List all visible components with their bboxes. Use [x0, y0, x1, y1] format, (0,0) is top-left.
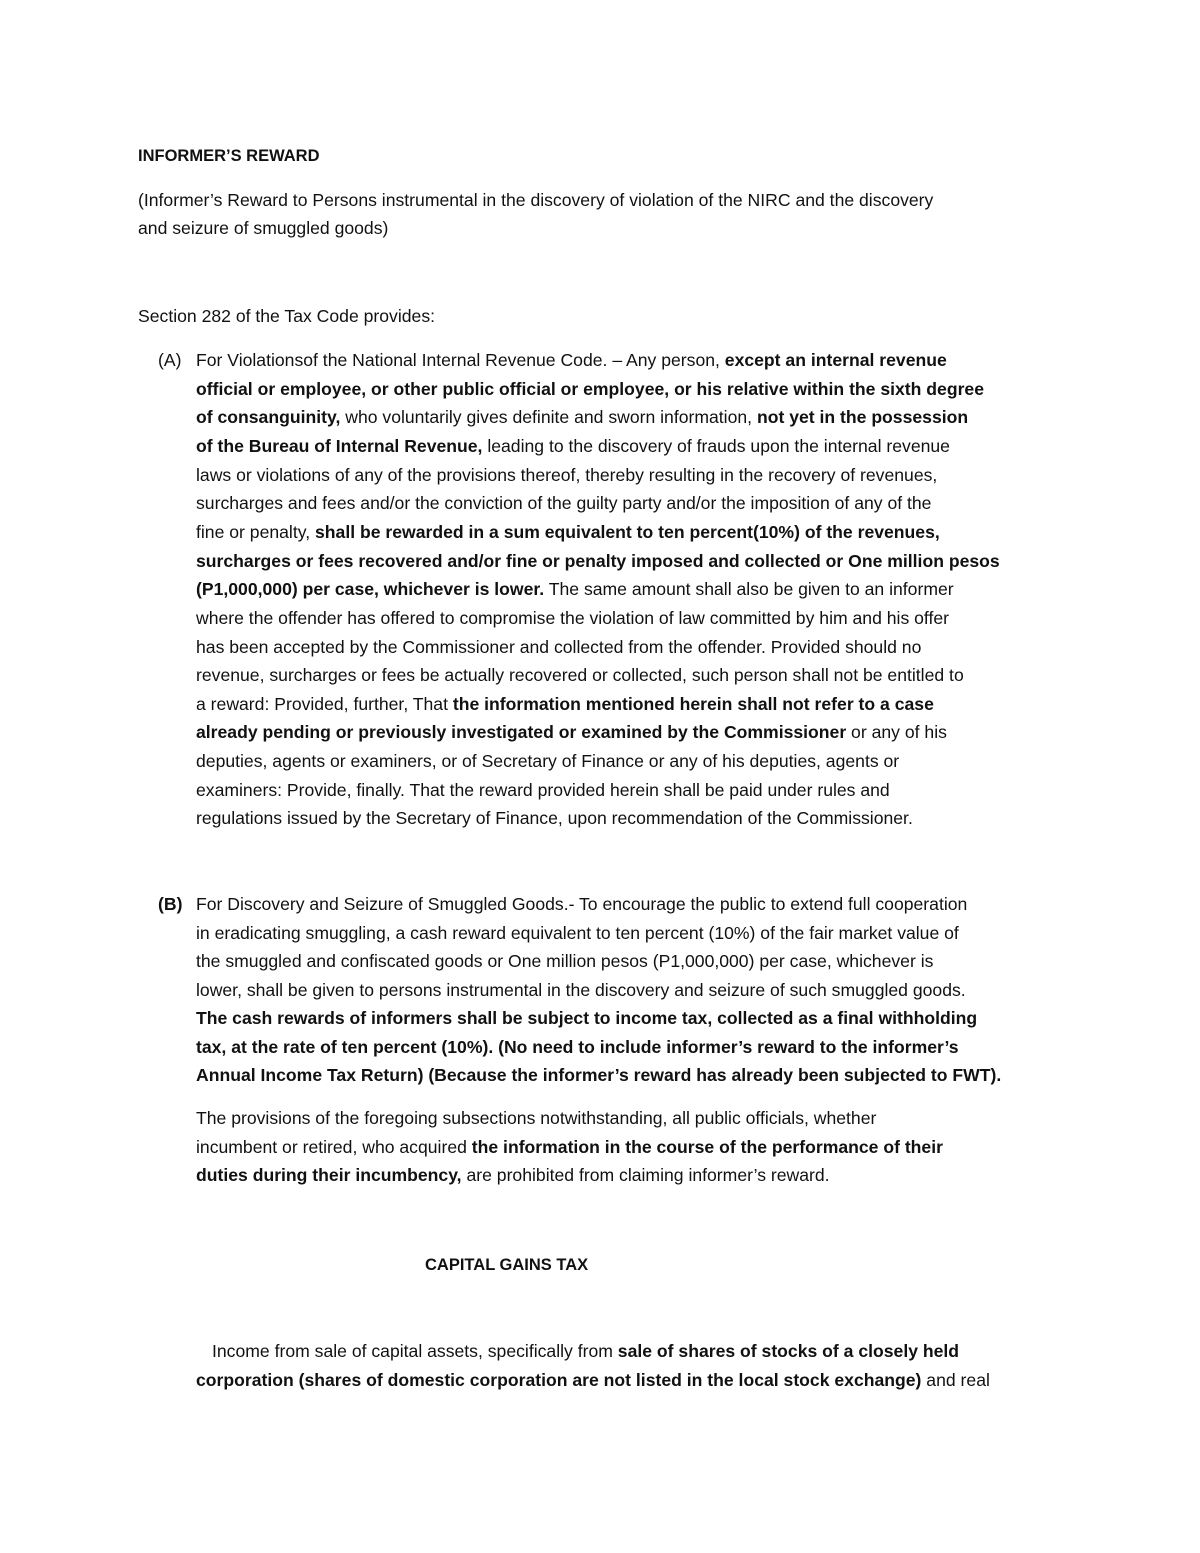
section-a-line [196, 750, 899, 772]
section-b-marker: (B) [158, 894, 183, 914]
bold-text-run: duties during their incumbency, [196, 1165, 462, 1185]
text-run: laws or violations of any of the provisions thereof, thereby resulting in the recovery of revenues, [196, 465, 938, 485]
subtitle-line-1: (Informer’s Reward to Persons instrumental in the discovery of violation of the NIRC and the discovery [138, 190, 934, 210]
text-run: and real [921, 1370, 990, 1390]
bold-text-run: Annual Income Tax Return) (Because the informer’s reward has already been subjected to FWT). [196, 1065, 1002, 1085]
text-run: examiners: Provide, finally. That the reward provided herein shall be paid under rules and [196, 780, 890, 800]
section-a-line [196, 721, 947, 743]
text-run: are prohibited from claiming informer’s reward. [461, 1165, 830, 1185]
text-run: who voluntarily gives definite and sworn information, [340, 407, 757, 427]
bold-text-run: the information in the course of the performance of their [471, 1137, 943, 1157]
bold-text-run: of the Bureau of Internal Revenue, [196, 436, 483, 456]
section-a-line [196, 435, 950, 457]
section-a-line [196, 349, 947, 371]
section-a-line [196, 464, 937, 486]
text-run: The provisions of the foregoing subsections notwithstanding, all public officials, whether [196, 1108, 877, 1128]
bold-text-run: surcharges or fees recovered and/or fine or penalty imposed and collected or One million pesos [196, 551, 1000, 571]
bold-text-run: official or employee, or other public official or employee, or his relative within the sixth degree [196, 379, 984, 399]
bold-text-run: not yet in the possession [756, 407, 969, 427]
section-b-line [196, 950, 933, 972]
section-a-line [196, 807, 913, 829]
subtitle-line-2: and seizure of smuggled goods) [138, 218, 389, 238]
text-run: revenue, surcharges or fees be actually recovered or collected, such person shall not be entitled to [196, 665, 964, 685]
text-run: deputies, agents or examiners, or of Secretary of Finance or any of his deputies, agents or [196, 751, 900, 771]
text-run: regulations issued by the Secretary of Finance, upon recommendation of the Commissioner. [196, 808, 913, 828]
section-a-line [196, 550, 1000, 572]
text-run: or any of his [846, 722, 947, 742]
provision-line [196, 1136, 943, 1158]
section-b-line [196, 922, 959, 944]
section-a-line [196, 578, 954, 600]
heading-capital-gains-tax: CAPITAL GAINS TAX [425, 1256, 589, 1274]
provision-line [196, 1107, 876, 1129]
section-a-line [196, 521, 940, 543]
bold-text-run: (P1,000,000) per case, whichever is lower. [196, 579, 545, 599]
text-run: lower, shall be given to persons instrumental in the discovery and seizure of such smuggled goods. [196, 980, 966, 1000]
section-b-line [196, 1064, 1001, 1086]
section-a-line [196, 492, 931, 514]
bold-text-run: of consanguinity, [196, 407, 341, 427]
heading-informers-reward: INFORMER’S REWARD [138, 147, 320, 165]
section-b-line [196, 1007, 977, 1029]
section-b-line [196, 1036, 959, 1058]
bold-text-run: already pending or previously investigated or examined by the Commissioner [196, 722, 847, 742]
section-b-line [196, 979, 966, 1001]
text-run: incumbent or retired, who acquired [196, 1137, 472, 1157]
text-run: where the offender has offered to compromise the violation of law committed by him and his offer [196, 608, 950, 628]
bold-text-run: except an internal revenue [724, 350, 947, 370]
intro-section-282: Section 282 of the Tax Code provides: [138, 306, 436, 326]
section-a-line [196, 636, 921, 658]
text-run: For Discovery and Seizure of Smuggled Goods.- To encourage the public to extend full cooperation [196, 894, 968, 914]
text-run: leading to the discovery of frauds upon the internal revenue [482, 436, 950, 456]
provision-line [196, 1164, 830, 1186]
section-b-line [196, 893, 967, 915]
bold-text-run: shall be rewarded in a sum equivalent to ten percent(10%) of the revenues, [315, 522, 940, 542]
text-run: the smuggled and confiscated goods or One million pesos (P1,000,000) per case, whichever is [196, 951, 934, 971]
capital-gains-line [196, 1369, 990, 1391]
text-run: The same amount shall also be given to an informer [544, 579, 954, 599]
bold-text-run: corporation (shares of domestic corporation are not listed in the local stock exchange) [196, 1370, 922, 1390]
section-a-line [196, 406, 968, 428]
bold-text-run: sale of shares of stocks of a closely held [617, 1341, 960, 1361]
text-run: a reward: Provided, further, That [196, 694, 453, 714]
text-run: fine or penalty, [196, 522, 315, 542]
section-a-marker: (A) [158, 350, 182, 370]
text-run: For Violationsof the National Internal Revenue Code. – Any person, [196, 350, 725, 370]
text-run: Income from sale of capital assets, specifically from [212, 1341, 618, 1361]
text-run: has been accepted by the Commissioner and collected from the offender. Provided should no [196, 637, 922, 657]
bold-text-run: The cash rewards of informers shall be subject to income tax, collected as a final withholding [196, 1008, 978, 1028]
section-a-line [196, 664, 964, 686]
text-run: surcharges and fees and/or the conviction of the guilty party and/or the imposition of any of the [196, 493, 932, 513]
bold-text-run: tax, at the rate of ten percent (10%). (No need to include informer’s reward to the informer’s [196, 1037, 959, 1057]
bold-text-run: the information mentioned herein shall not refer to a case [452, 694, 934, 714]
capital-gains-line [212, 1340, 959, 1362]
section-a-line [196, 607, 949, 629]
section-a-line [196, 378, 984, 400]
section-a-line [196, 693, 934, 715]
text-run: in eradicating smuggling, a cash reward equivalent to ten percent (10%) of the fair market value of [196, 923, 959, 943]
section-a-line [196, 779, 890, 801]
